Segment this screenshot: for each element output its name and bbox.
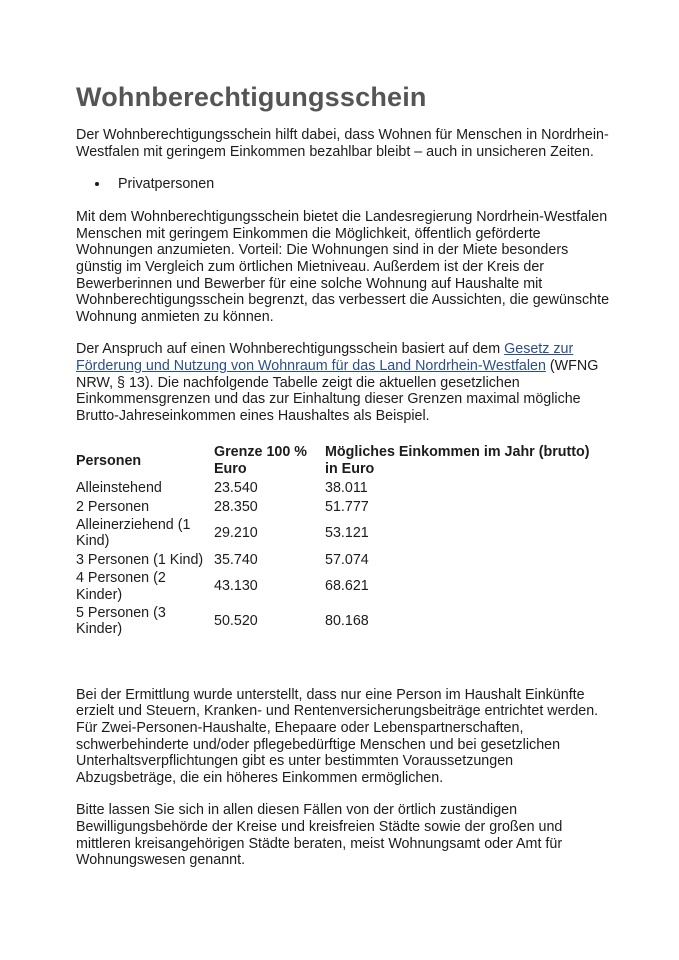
assumptions-paragraph: Bei der Ermittlung wurde unterstellt, dass nur eine Person im Haushalt Einkünfte erzielt und Steuern, Kranken- und Rentenversicherungsbeiträge entrichtet werden. Für Zwei-Personen-Haushalte, Ehepaare oder Lebenspartnerschaften, schwerbehinderte und/oder pflegebedürftige Menschen und bei gesetzlichen Unterhaltsverpflichtungen gibt es unter bestimmten Voraussetzungen Abzugsbeträge, die ein höheres Einkommen ermöglichen. [76, 686, 599, 786]
description-paragraph: Mit dem Wohnberechtigungsschein bietet die Landesregierung Nordrhein-Westfalen Menschen mit geringem Einkommen die Möglichkeit, öffentlich geförderte Wohnungen anzumieten. Vorteil: Die Wohnungen sind in der Miete besonders günstig im Vergleich zum örtlichen Mietniveau. Außerdem ist der Kreis der Bewerberinnen und Bewerber für eine solche Wohnung auf Haushalte mit Wohnberechtigungsschein begrenzt, das verbessert die Aussichten, die gewünschte Wohnung anmieten zu können. [76, 209, 610, 325]
personen-cell: 2 Personen [76, 498, 150, 515]
einkommen-cell: 38.011 [325, 480, 368, 497]
einkommen-cell: 68.621 [325, 578, 369, 595]
income-limits-table [76, 444, 590, 638]
header-personen: Personen [76, 452, 142, 469]
grenze-cell: 23.540 [214, 480, 258, 497]
bullet-item-privatpersonen: • Privatpersonen [110, 176, 636, 193]
header-einkommen: Mögliches Einkommen im Jahr (brutto) in Euro [325, 444, 590, 477]
grenze-cell: 43.130 [214, 578, 258, 595]
personen-cell: 5 Personen (3 Kinder) [76, 604, 166, 638]
table-row [76, 498, 590, 516]
personen-cell: 4 Personen (2 Kinder) [76, 570, 166, 603]
einkommen-cell: 57.074 [325, 551, 369, 568]
table-body [76, 479, 590, 639]
legal-text-after: (WFNG NRW, § 13). Die nachfolgende Tabelle zeigt die aktuellen gesetzlichen Einkommensgrenzen und das zur Einhaltung dieser Grenzen maximal mögliche Brutto-Jahreseinkommen eines Haushaltes als Beispiel. [76, 357, 599, 424]
intro-paragraph: Der Wohnberechtigungsschein hilft dabei, dass Wohnen für Menschen in Nordrhein- Westfalen mit geringem Einkommen bezahlbar bleibt – auch in unsicheren Zeiten. [76, 127, 609, 160]
table-row [76, 569, 590, 604]
header-grenze: Grenze 100 % Euro [214, 444, 307, 477]
law-link[interactable]: Gesetz zur Förderung und Nutzung von Wohnraum für das Land Nordrhein-Westfalen [76, 341, 574, 374]
document-page [76, 82, 636, 869]
grenze-cell: 50.520 [214, 613, 258, 630]
bullet-list [76, 176, 636, 193]
grenze-cell: 35.740 [214, 551, 258, 568]
legal-basis-paragraph [76, 341, 636, 424]
personen-cell: 3 Personen (1 Kind) [76, 551, 204, 568]
grenze-cell: 28.350 [214, 498, 258, 515]
page-title: Wohnberechtigungsschein [76, 82, 427, 112]
table-row [76, 479, 590, 497]
einkommen-cell: 80.168 [325, 613, 369, 630]
table-header-row [76, 444, 590, 479]
einkommen-cell: 53.121 [325, 525, 369, 542]
table-row [76, 551, 590, 569]
table-row [76, 516, 590, 551]
personen-cell: Alleinerziehend (1 Kind) [76, 516, 191, 550]
legal-text-before: Der Anspruch auf einen Wohnberechtigungsschein basiert auf dem [76, 341, 505, 358]
table-row [76, 604, 590, 639]
personen-cell: Alleinstehend [76, 480, 162, 497]
grenze-cell: 29.210 [214, 525, 258, 542]
einkommen-cell: 51.777 [325, 498, 369, 515]
advice-paragraph: Bitte lassen Sie sich in allen diesen Fällen von der örtlich zuständigen Bewilligungsbehörde der Kreise und kreisfreien Städte sowie der großen und mittleren kreisangehörigen Städte beraten, meist Wohnungsamt oder Amt für Wohnungswesen genannt. [76, 802, 563, 869]
